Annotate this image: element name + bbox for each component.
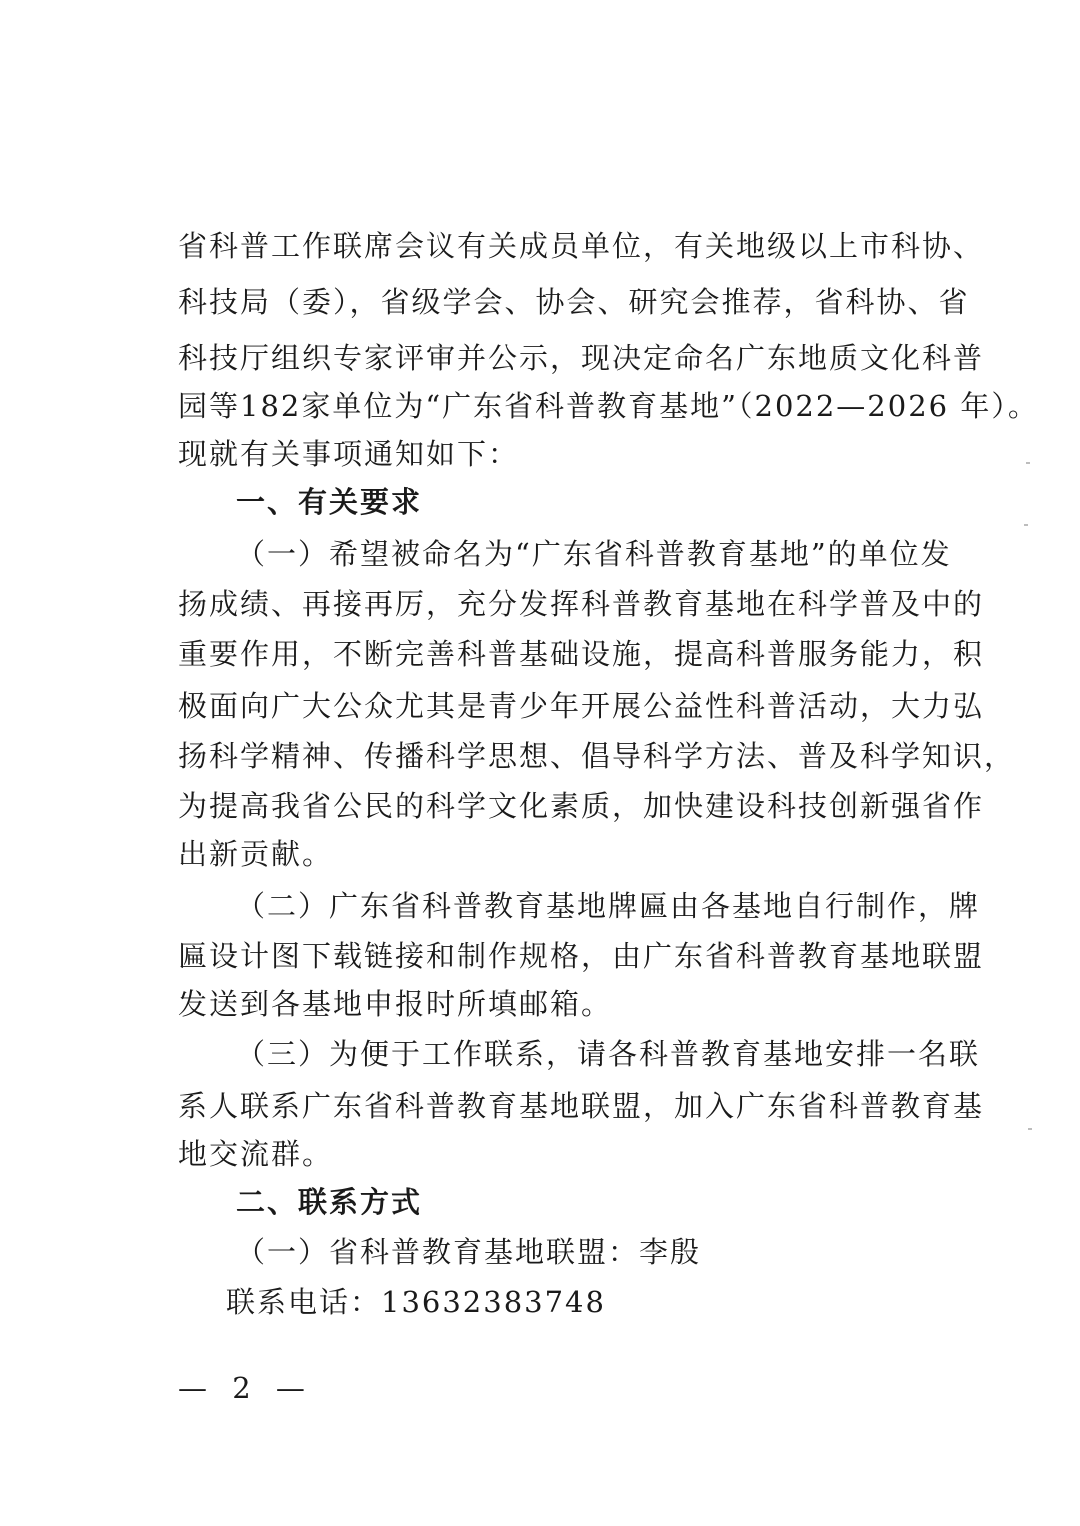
intro-line-4: 园等182家单位为“广东省科普教育基地”（2022—2026 年）。 [178,389,1039,423]
item1-line-4: 极面向广大公众尤其是青少年开展公益性科普活动，大力弘 [178,689,985,723]
intro-line-2: 科技局（委），省级学会、协会、研究会推荐，省科协、省 [178,285,970,319]
page-number: — 2 — [178,1371,313,1405]
scan-mark [1028,1128,1032,1130]
item2-line-3: 发送到各基地申报时所填邮箱。 [178,987,613,1021]
scan-mark [1024,524,1028,526]
item1-line-5: 扬科学精神、传播科学思想、倡导科学方法、普及科学知识， [178,739,1016,773]
intro-line-1: 省科普工作联席会议有关成员单位，有关地级以上市科协、 [178,229,985,263]
item2-line-1: （二）广东省科普教育基地牌匾由各基地自行制作，牌 [236,889,981,923]
contact-line: （一）省科普教育基地联盟：李殷 [236,1235,702,1269]
item3-line-3: 地交流群。 [178,1137,334,1171]
item1-line-7: 出新贡献。 [178,837,334,871]
item2-line-2: 匾设计图下载链接和制作规格，由广东省科普教育基地联盟 [178,939,985,973]
phone-line: 联系电话：13632383748 [226,1285,606,1319]
item1-line-1: （一）希望被命名为“广东省科普教育基地”的单位发 [236,537,952,571]
item1-line-3: 重要作用，不断完善科普基础设施，提高科普服务能力，积 [178,637,985,671]
section-heading-requirements: 一、有关要求 [236,485,423,519]
intro-line-5: 现就有关事项通知如下： [178,437,520,471]
scan-mark [1026,462,1030,464]
intro-line-3: 科技厅组织专家评审并公示，现决定命名广东地质文化科普 [178,341,985,375]
item1-line-2: 扬成绩、再接再厉，充分发挥科普教育基地在科学普及中的 [178,587,985,621]
item3-line-1: （三）为便于工作联系，请各科普教育基地安排一名联 [236,1037,981,1071]
section-heading-contact: 二、联系方式 [236,1185,423,1219]
item3-line-2: 系人联系广东省科普教育基地联盟，加入广东省科普教育基 [178,1089,985,1123]
item1-line-6: 为提高我省公民的科学文化素质，加快建设科技创新强省作 [178,789,985,823]
